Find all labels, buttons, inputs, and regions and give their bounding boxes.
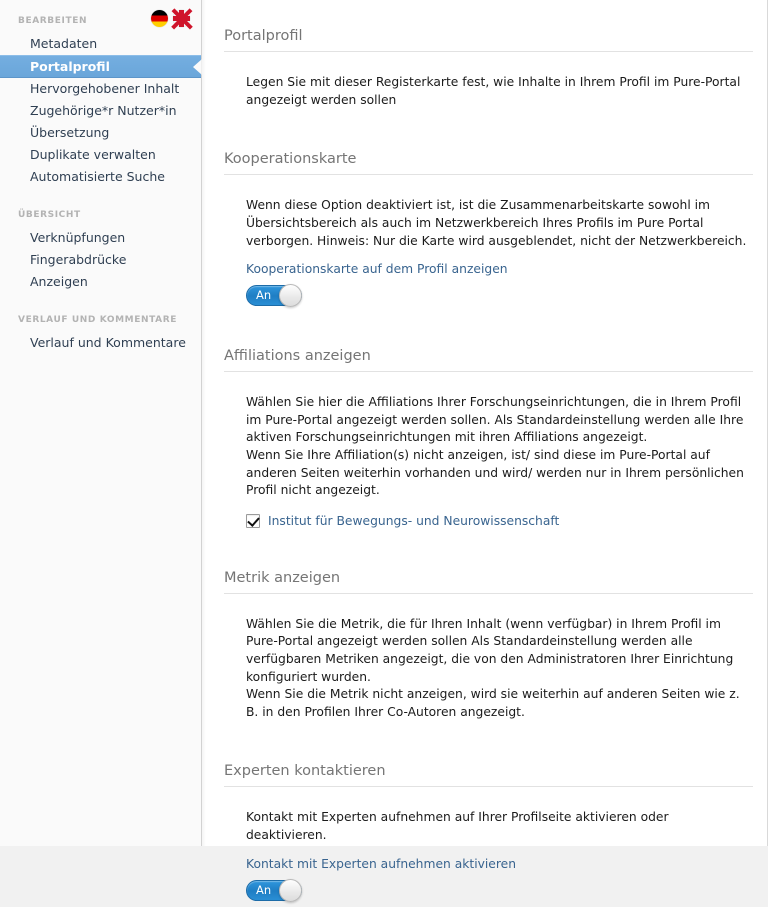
section-metrik (224, 534, 753, 728)
section-experten (224, 727, 753, 906)
english-flag-icon[interactable] (173, 10, 190, 27)
sidebar-item-duplikate-verwalten[interactable] (0, 144, 201, 166)
sidebar-group-uebersicht (0, 188, 201, 293)
section-paragraph: Wenn Sie Ihre Affiliation(s) nicht anzeigen, ist/ sind diese im Pure-Portal auf anderen Seiten weiterhin vorhanden und wird/ werden nur in Ihrem persönlichen Profil nicht angezeigt. (246, 447, 744, 498)
section-portalprofil (224, 0, 753, 115)
sidebar-item-label: Metadaten (30, 36, 98, 51)
section-paragraph: Wenn Sie die Metrik nicht anzeigen, wird sie weiterhin auf anderen Seiten wie z. B. in den Profilen Ihrer Co-Autoren angezeigt. (246, 687, 740, 719)
sidebar-group-title: VERLAUF UND KOMMENTARE (18, 315, 177, 325)
section-title: Kooperationskarte (224, 141, 753, 175)
section-paragraph: Wenn diese Option deaktiviert ist, ist die Zusammenarbeitskarte sowohl im Übersichtsbereich als auch im Netzwerkbereich Ihres Profils im Pure Portal verborgen. Hinweis: Nur die Karte wird ausgeblendet, nicht der Netzwerkbereich. (246, 198, 747, 248)
toggle-knob[interactable] (279, 284, 302, 307)
sidebar-item-label: Automatisierte Suche (30, 169, 165, 184)
sidebar-item-label: Hervorgehobener Inhalt (30, 81, 180, 96)
section-paragraph: Wählen Sie die Metrik, die für Ihren Inhalt (wenn verfügbar) in Ihrem Profil im Pure-Portal angezeigt werden sollen Als Standardeinstellung werden alle verfügbaren Metriken angezeigt, die von den Administratoren Ihrer Einrichtung konfiguriert wurden. (246, 616, 734, 684)
section-body (224, 606, 753, 728)
affiliation-checkbox-label[interactable]: Institut für Bewegungs- und Neurowissenschaft (268, 513, 560, 528)
affiliation-checkbox-row[interactable] (246, 514, 753, 528)
section-title: Metrik anzeigen (224, 560, 753, 594)
sidebar-item-label: Duplikate verwalten (30, 147, 156, 162)
section-paragraph: Wählen Sie hier die Affiliations Ihrer Forschungseinrichtungen, die in Ihrem Profil im Pure-Portal angezeigt werden sollen. Als Standardeinstellung werden alle Ihre aktiven Forschungseinrichtungen mit ihren Affiliations angezeigt. (246, 395, 744, 445)
section-title: Experten kontaktieren (224, 753, 753, 787)
toggle-knob[interactable] (279, 879, 302, 902)
sidebar-item-anzeigen[interactable] (0, 271, 201, 293)
sidebar-item-automatisierte-suche[interactable] (0, 166, 201, 188)
sidebar-item-hervorgehobener-inhalt[interactable] (0, 78, 201, 100)
sidebar-item-label: Fingerabdrücke (30, 252, 127, 267)
sidebar-item-label: Verlauf und Kommentare (30, 335, 186, 350)
sidebar-group-verlauf (0, 293, 201, 354)
experten-toggle[interactable] (246, 880, 302, 901)
sidebar-group-title: BEARBEITEN (18, 16, 88, 26)
toggle-state-label: An (256, 882, 272, 897)
sidebar-item-zugehoeriger-nutzer[interactable] (0, 100, 201, 122)
sidebar-item-uebersetzung[interactable] (0, 122, 201, 144)
section-paragraph: Legen Sie mit dieser Registerkarte fest, wie Inhalte in Ihrem Profil im Pure-Portal angezeigt werden sollen (246, 75, 741, 107)
sidebar-item-label: Portalprofil (30, 59, 110, 74)
sidebar-item-label: Anzeigen (30, 274, 88, 289)
german-flag-icon[interactable] (151, 10, 168, 27)
kooperationskarte-toggle[interactable] (246, 285, 302, 306)
sidebar-item-verlauf-und-kommentare[interactable] (0, 332, 201, 354)
sidebar-item-label: Übersetzung (30, 125, 110, 140)
sidebar-item-label: Zugehörige*r Nutzer*in (30, 103, 177, 118)
sidebar-group-title: ÜBERSICHT (18, 210, 81, 220)
sidebar-item-label: Verknüpfungen (30, 230, 126, 245)
main-content (202, 0, 768, 897)
section-paragraph: Kontakt mit Experten aufnehmen auf Ihrer Profilseite aktivieren oder deaktivieren. (246, 810, 669, 842)
sidebar-group-bearbeiten (0, 0, 201, 188)
sidebar-item-verknuepfungen[interactable] (0, 227, 201, 249)
sidebar-item-fingerabdruecke[interactable] (0, 249, 201, 271)
section-kooperationskarte (224, 115, 753, 312)
experten-link[interactable]: Kontakt mit Experten aufnehmen aktivieren (246, 856, 517, 871)
toggle-state-label: An (256, 288, 272, 303)
section-body (224, 384, 753, 534)
sidebar-item-portalprofil[interactable] (0, 55, 201, 78)
affiliation-checkbox[interactable] (246, 514, 260, 528)
section-body (224, 799, 753, 906)
section-body (224, 187, 753, 312)
section-affiliations (224, 312, 753, 534)
language-switcher[interactable] (151, 10, 190, 27)
sidebar-item-metadaten[interactable] (0, 33, 201, 55)
kooperationskarte-link[interactable]: Kooperationskarte auf dem Profil anzeigen (246, 262, 508, 277)
sidebar (0, 0, 202, 846)
section-title: Portalprofil (224, 18, 753, 52)
section-body (224, 64, 753, 115)
section-title: Affiliations anzeigen (224, 338, 753, 372)
